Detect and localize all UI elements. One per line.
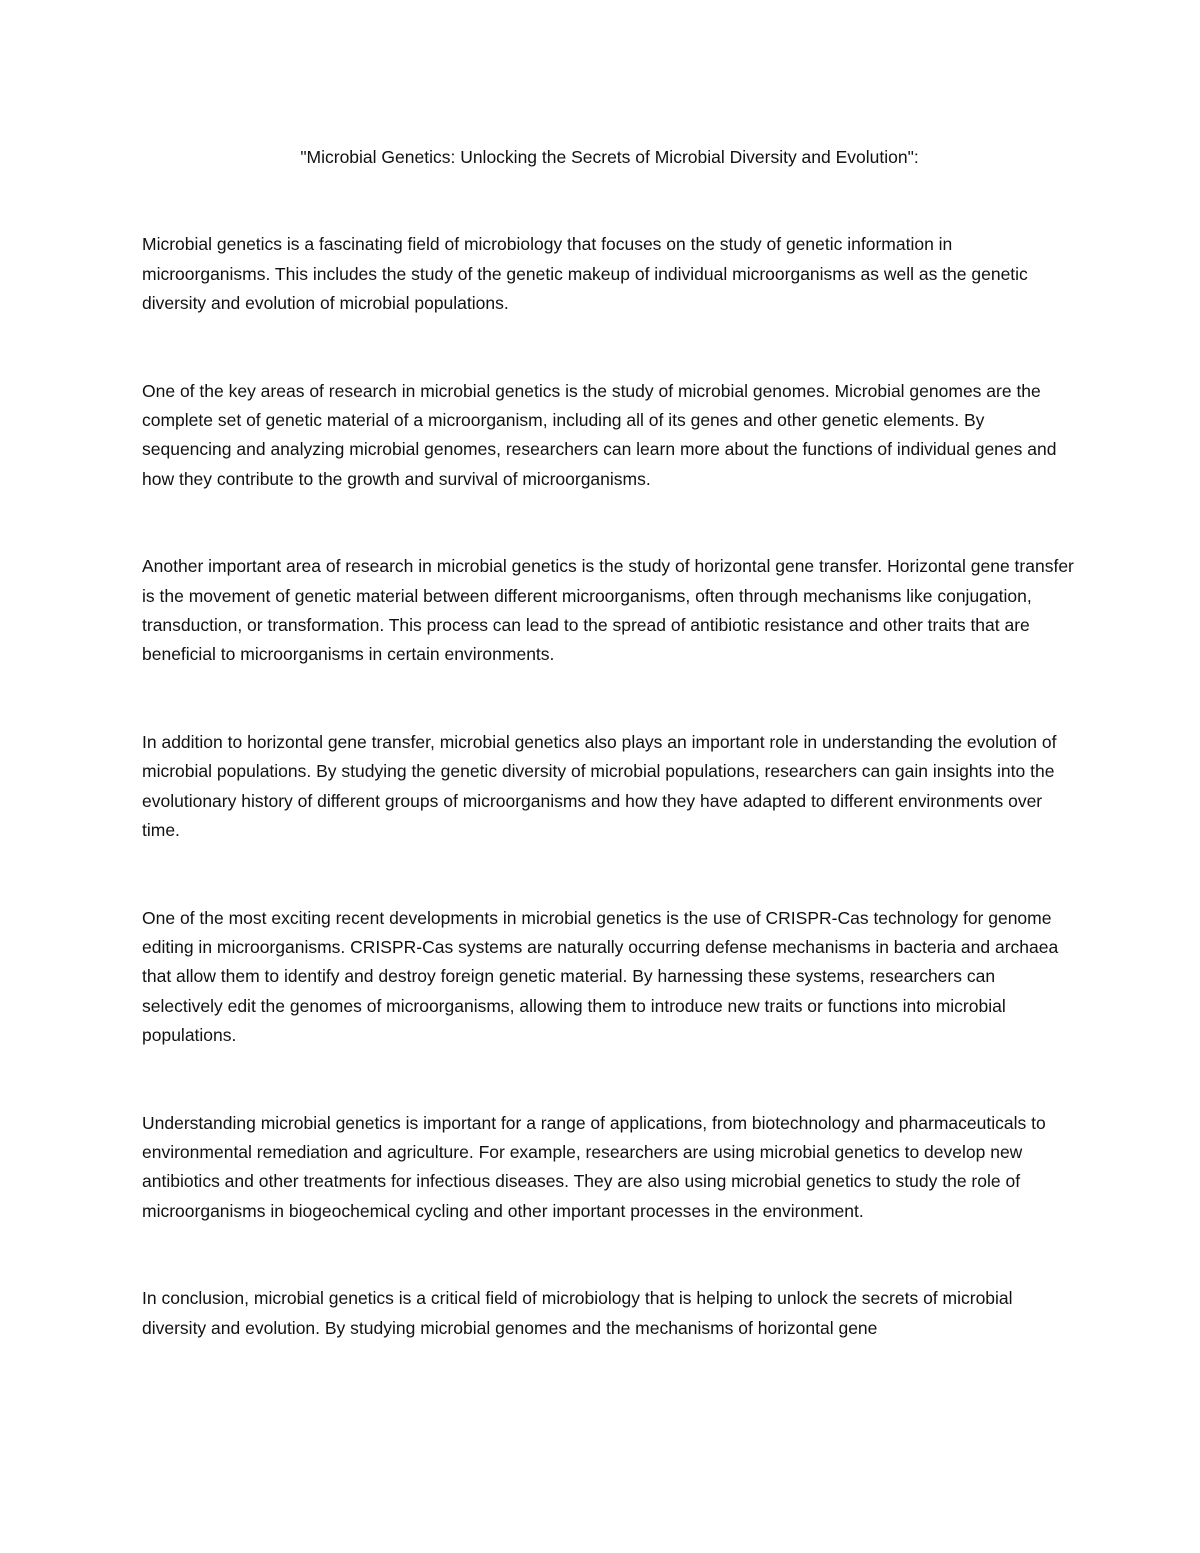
paragraph-crispr: One of the most exciting recent developments in microbial genetics is the use of CRISPR-Cas technology for genome editing in microorganisms. CRISPR-Cas systems are naturally occurring defense mechanisms in bacteria and archaea that allow them to identify and destroy foreign genetic material. By harnessing these systems, researchers can selectively edit the genomes of microorganisms, allowing them to introduce new traits or functions into microbial populations. — [142, 907, 1059, 1046]
paragraph-genomes: One of the key areas of research in microbial genetics is the study of microbial genomes. Microbial genomes are the complete set of genetic material of a microorganism, including all of its genes and other genetic elements. By sequencing and analyzing microbial genomes, researchers can learn more about the functions of individual genes and how they contribute to the growth and survival of microorganisms. — [142, 380, 1057, 489]
document-body — [142, 143, 1077, 1401]
paragraph-evolution: In addition to horizontal gene transfer, microbial genetics also plays an important role in understanding the evolution of microbial populations. By studying the genetic diversity of microbial populations, researchers can gain insights into the evolutionary history of different groups of microorganisms and how they have adapted to different environments over time. — [142, 731, 1057, 841]
paragraph-applications: Understanding microbial genetics is important for a range of applications, from biotechnology and pharmaceuticals to environmental remediation and agriculture. For example, researchers are using microbial genetics to develop new antibiotics and other treatments for infectious diseases. They are also using microbial genetics to study the role of microorganisms in biogeochemical cycling and other important processes in the environment. — [142, 1112, 1046, 1221]
paragraph-horizontal-gene-transfer: Another important area of research in microbial genetics is the study of horizontal gene transfer. Horizontal gene transfer is the movement of genetic material between different microorganisms, often through mechanisms like conjugation, transduction, or transformation. This process can lead to the spread of antibiotic resistance and other traits that are beneficial to microorganisms in certain environments. — [142, 556, 1074, 665]
paragraph-conclusion: In conclusion, microbial genetics is a critical field of microbiology that is helping to unlock the secrets of microbial diversity and evolution. By studying microbial genomes and the mechanisms of horizontal gene — [142, 1288, 1013, 1338]
paragraph-intro: Microbial genetics is a fascinating field of microbiology that focuses on the study of genetic information in microorganisms. This includes the study of the genetic makeup of individual microorganisms as well as the genetic diversity and evolution of microbial populations. — [142, 234, 1028, 314]
document-title: "Microbial Genetics: Unlocking the Secrets of Microbial Diversity and Evolution": — [300, 147, 919, 167]
